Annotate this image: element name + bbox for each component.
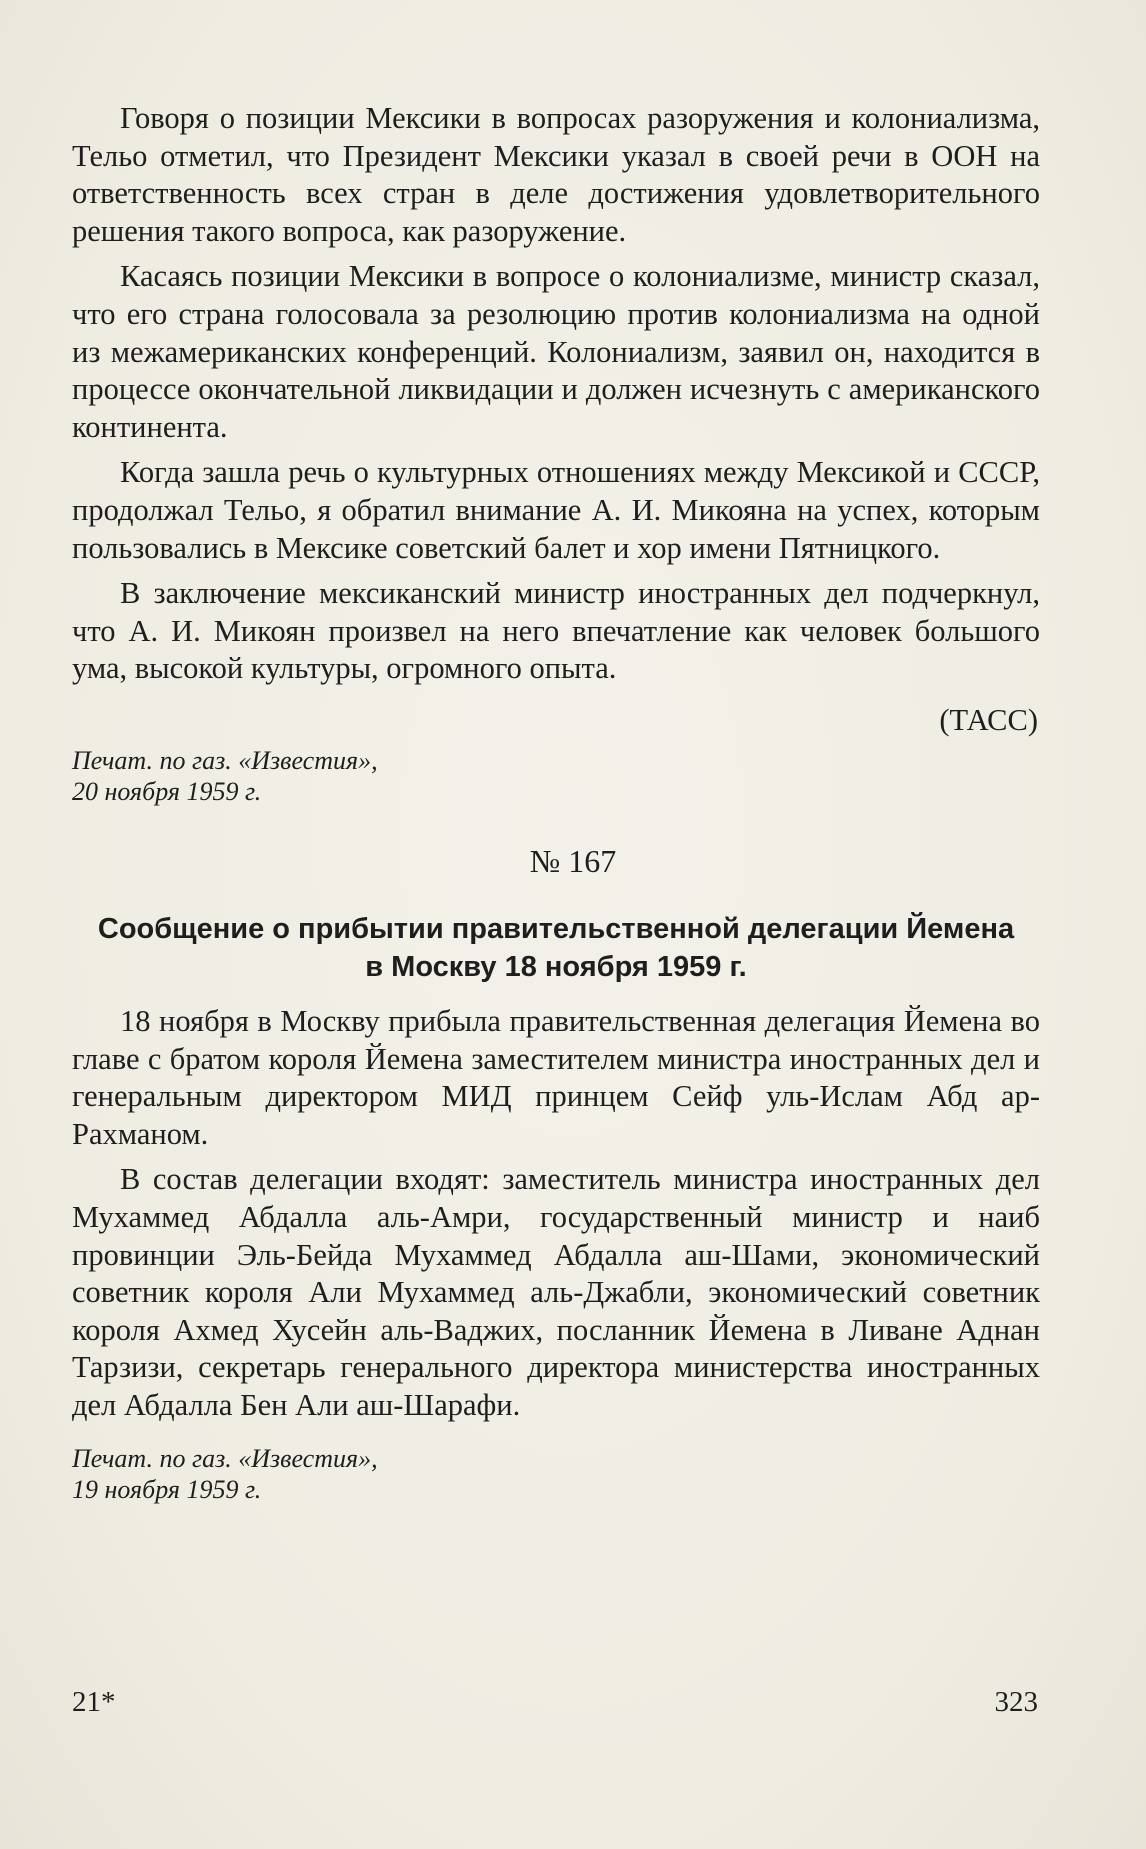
source-note-date: 19 ноября 1959 г.: [72, 1475, 262, 1504]
article-mexico-interview: [72, 100, 1040, 696]
source-note-1: [72, 745, 378, 807]
document-number: № 167: [529, 843, 617, 879]
agency-signature: (ТАСС): [939, 703, 1038, 737]
paragraph: В заключение мексиканский министр иностранных дел подчеркнул, что А. И. Микоян произвел на него впечатление как человек большого ума, высокой культуры, огромного опыта.: [72, 576, 1040, 686]
title-line: Сообщение о прибытии правительственной делегации Йемена: [97, 913, 1015, 945]
source-note-date: 20 ноября 1959 г.: [72, 777, 262, 806]
paragraph: Когда зашла речь о культурных отношениях между Мексикой и СССР, продолжал Тельо, я обратил внимание А. И. Микояна на успех, которым пользовались в Мексике советский балет и хор имени Пятницкого.: [72, 455, 1040, 565]
paragraph: 18 ноября в Москву прибыла правительственная делегация Йемена во главе с братом короля Йемена заместителем министра иностранных дел и генеральным директором МИД принцем Сейф уль-Ислам Абд ар-Рахманом.: [72, 1004, 1040, 1151]
title-line: в Москву 18 ноября 1959 г.: [365, 951, 747, 983]
paragraph: В состав делегации входят: заместитель министра иностранных дел Мухаммед Абдалла аль-Амри, государственный министр и наиб провинции Эль-Бейда Мухаммед Абдалла аш-Шами, экономический советник короля Али Мухаммед аль-Джабли, экономический советник короля Ахмед Хусейн аль-Ваджих, посланник Йемена в Ливане Аднан Тарзизи, секретарь генерального директора министерства иностранных дел Абдалла Бен Али аш-Шарафи.: [72, 1162, 1040, 1422]
source-note-2: [72, 1443, 378, 1505]
source-note-line: Печат. по газ. «Известия»,: [72, 746, 378, 775]
paragraph: Говоря о позиции Мексики в вопросах разоружения и колониализма, Тельо отметил, что Президент Мексики указал в своей речи в ООН на ответственность всех стран в деле достижения удовлетворительного решения такого вопроса, как разоружение.: [72, 101, 1040, 248]
page-number: 323: [994, 1686, 1038, 1718]
document-title: [72, 910, 1040, 986]
article-yemen-delegation: [72, 1003, 1040, 1433]
paragraph: Касаясь позиции Мексики в вопросе о колониализме, министр сказал, что его страна голосовала за резолюцию против колониализма на одной из межамериканских конференций. Колониализм, заявил он, находится в процессе окончательной ликвидации и должен исчезнуть с американского континента.: [72, 259, 1040, 444]
source-note-line: Печат. по газ. «Известия»,: [72, 1444, 378, 1473]
printer-signature: 21*: [72, 1686, 116, 1718]
